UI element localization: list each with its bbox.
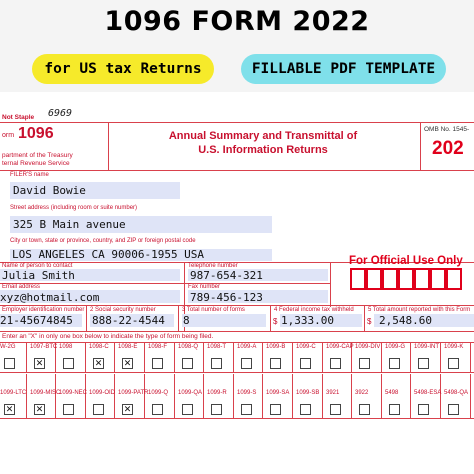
form-type-code: 1099-K <box>444 344 464 350</box>
filer-name-value: David Bowie <box>13 184 86 197</box>
form-type-checkbox[interactable] <box>152 404 163 415</box>
form-type-code: 1099-S <box>237 390 257 396</box>
form-type-checkbox[interactable]: ✕ <box>35 358 44 368</box>
official-use-digit-box <box>382 268 398 290</box>
form-type-checkbox[interactable]: ✕ <box>94 358 103 368</box>
form-type-code: 1099-B <box>266 344 286 350</box>
handwritten-code: 6969 <box>48 108 73 119</box>
form-type-code: 1098-E <box>118 344 138 350</box>
filer-name-label: FILER'S name <box>10 172 49 178</box>
form-type-checkbox[interactable] <box>241 358 252 369</box>
form-type-code: 1098-T <box>207 344 227 350</box>
form-type-code: 1099-R <box>207 390 227 396</box>
fillable-pdf-badge: FILLABLE PDF TEMPLATE <box>241 54 446 84</box>
street-value: 325 B Main avenue <box>13 218 126 231</box>
email-value: xyz@hotmail.com <box>0 291 100 304</box>
form-type-checkbox[interactable] <box>389 358 400 369</box>
box1-value: 21-45674845 <box>0 314 73 327</box>
box5-value: 2,548.60 <box>379 314 432 327</box>
box3-value: 8 <box>183 314 190 327</box>
form-type-code: 1099-MISC <box>30 390 61 396</box>
form-type-code: 1099-SB <box>296 390 320 396</box>
form-type-checkbox[interactable] <box>63 358 74 369</box>
form-title-line-2: U.S. Information Returns <box>198 144 328 156</box>
box4-label: 4 Federal income tax withheld <box>274 307 354 313</box>
form-1096 <box>0 92 474 474</box>
box3-field[interactable] <box>182 314 266 327</box>
form-type-code: 1099-Q <box>148 390 169 396</box>
fax-value: 789-456-123 <box>190 291 263 304</box>
form-type-checkbox[interactable] <box>448 404 459 415</box>
form-title-line-1: Annual Summary and Transmittal of <box>168 130 358 142</box>
form-type-code: 1099-INT <box>414 344 440 350</box>
form-type-code: 1099-OID <box>89 390 116 396</box>
contact-value: Julia Smith <box>2 269 75 282</box>
form-type-code: 1098-F <box>148 344 168 350</box>
box2-label: 2 Social security number <box>90 307 156 313</box>
department-line-1: partment of the Treasury <box>2 152 73 159</box>
form-type-checkbox[interactable] <box>211 358 222 369</box>
official-use-digit-box <box>366 268 382 290</box>
fax-label: Fax number <box>188 284 221 290</box>
form-type-checkbox[interactable]: ✕ <box>123 358 132 368</box>
form-type-checkbox[interactable] <box>270 404 281 415</box>
box4-currency: $ <box>273 317 278 326</box>
page-title: 1096 FORM 2022 <box>104 6 370 37</box>
phone-label: Telephone number <box>188 263 238 269</box>
email-label: Email address <box>2 284 41 290</box>
form-type-code: 1098-C <box>89 344 109 350</box>
form-type-grid <box>0 342 474 474</box>
us-tax-returns-badge: for US tax Returns <box>32 54 214 84</box>
form-type-checkbox[interactable] <box>300 358 311 369</box>
form-number: 1096 <box>18 125 54 142</box>
form-type-code: 1099-SA <box>266 390 290 396</box>
form-type-code: 1099-PATR <box>118 390 149 396</box>
official-use-digit-box <box>398 268 414 290</box>
official-use-digit-box <box>430 268 446 290</box>
box4-value: 1,333.00 <box>281 314 334 327</box>
contact-label: Name of person to contact <box>2 263 73 269</box>
official-use-digit-box <box>350 268 366 290</box>
omb-number: OMB No. 1545- <box>424 126 470 133</box>
street-label: Street address (including room or suite number) <box>10 205 138 211</box>
form-type-checkbox[interactable] <box>359 404 370 415</box>
form-type-code: 1099-A <box>237 344 257 350</box>
official-use-digit-box <box>446 268 462 290</box>
city-label: City or town, state or province, country, and ZIP or foreign postal code <box>10 238 196 244</box>
form-type-checkbox[interactable] <box>389 404 400 415</box>
form-type-checkbox[interactable]: ✕ <box>35 404 44 414</box>
box3-label: 3 Total number of forms <box>182 307 245 313</box>
form-type-code: 1099-G <box>385 344 406 350</box>
form-type-checkbox[interactable] <box>330 404 341 415</box>
form-type-code: 3921 <box>326 390 340 396</box>
banner <box>0 0 474 92</box>
form-type-code: 1099-NEC <box>59 390 88 396</box>
form-type-code: 1099-C <box>296 344 316 350</box>
form-type-code: 5498 <box>385 390 399 396</box>
form-type-checkbox[interactable] <box>63 404 74 415</box>
form-type-instruction: Enter an "X" in only one box below to indicate the type of form being filed. <box>2 333 214 340</box>
form-type-checkbox[interactable]: ✕ <box>123 404 132 414</box>
form-label: orm <box>2 132 15 139</box>
box5-label: 5 Total amount reported with this Form <box>368 307 471 313</box>
form-type-code: 5498-QA <box>444 390 469 396</box>
form-type-checkbox[interactable] <box>330 358 341 369</box>
form-type-code: 1098 <box>59 344 73 350</box>
form-type-code: 1097-BTC <box>30 344 58 350</box>
form-type-code: 1099-DIV <box>355 344 381 350</box>
box1-label: Employer identification number <box>2 307 85 313</box>
official-use-label: For Official Use Only <box>349 255 463 267</box>
form-type-checkbox[interactable] <box>359 358 370 369</box>
form-type-checkbox[interactable] <box>182 404 193 415</box>
do-not-staple-label: Not Staple <box>2 114 35 121</box>
form-type-checkbox[interactable] <box>270 358 281 369</box>
form-type-code: W-2G <box>0 344 16 350</box>
form-type-checkbox[interactable] <box>300 404 311 415</box>
box2-value: 888-22-4544 <box>92 314 165 327</box>
form-type-checkbox[interactable] <box>4 358 15 369</box>
box5-currency: $ <box>367 317 372 326</box>
form-type-checkbox[interactable] <box>211 404 222 415</box>
form-type-code: 5498-ESA <box>414 390 442 396</box>
phone-value: 987-654-321 <box>190 269 263 282</box>
form-type-checkbox[interactable] <box>152 358 163 369</box>
form-type-code: 1098-Q <box>178 344 199 350</box>
form-type-code: 1099-LTC <box>0 390 27 396</box>
official-use-digit-box <box>414 268 430 290</box>
form-type-checkbox[interactable] <box>93 404 104 415</box>
form-type-checkbox[interactable]: ✕ <box>5 404 14 414</box>
form-type-checkbox[interactable] <box>418 358 429 369</box>
form-type-checkbox[interactable] <box>418 404 429 415</box>
form-type-checkbox[interactable] <box>241 404 252 415</box>
form-type-code: 3922 <box>355 390 369 396</box>
city-value: LOS ANGELES CA 90006-1955 USA <box>12 248 205 261</box>
form-type-code: 1099-QA <box>178 390 203 396</box>
tax-year: 202 <box>432 138 464 159</box>
form-type-checkbox[interactable] <box>182 358 193 369</box>
form-type-checkbox[interactable] <box>448 358 459 369</box>
form-type-code: 1099-CAP <box>326 344 354 350</box>
department-line-2: ternal Revenue Service <box>2 160 70 167</box>
